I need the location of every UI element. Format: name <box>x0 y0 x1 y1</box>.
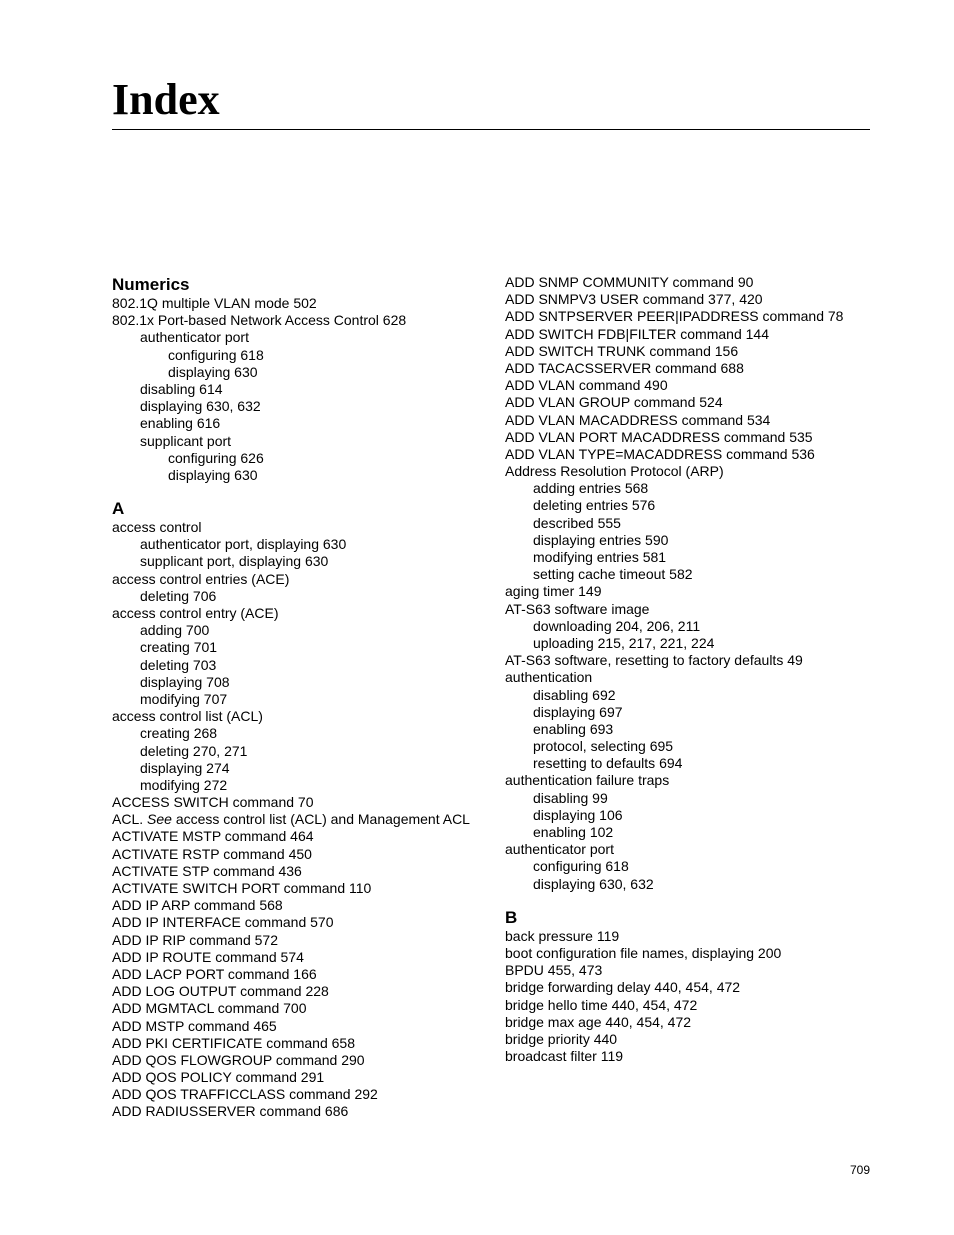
index-entry: ADD TACACSSERVER command 688 <box>505 359 744 376</box>
index-entry: modifying 707 <box>140 690 228 707</box>
index-entry: adding 700 <box>140 622 210 639</box>
index-entry: ADD IP ROUTE command 574 <box>112 948 304 965</box>
index-entry: 802.1Q multiple VLAN mode 502 <box>112 295 317 311</box>
index-entry: disabling 99 <box>533 789 608 806</box>
index-entry: broadcast filter 119 <box>505 1048 624 1065</box>
index-entry: authenticator port <box>140 329 249 346</box>
index-entry: Address Resolution Protocol (ARP) <box>505 463 724 480</box>
index-entry: creating 701 <box>140 639 218 656</box>
index-entry: authentication <box>505 669 593 686</box>
index-entry: configuring 626 <box>168 449 264 466</box>
index-entry: configuring 618 <box>533 858 629 875</box>
index-entry: enabling 693 <box>533 720 614 737</box>
index-entry: access control list (ACL) <box>112 708 263 725</box>
page-number: 709 <box>849 1163 870 1177</box>
index-entry: back pressure 119 <box>505 927 620 944</box>
index-entry: disabling 614 <box>140 380 223 397</box>
index-section <box>112 498 502 1121</box>
index-entry: adding entries 568 <box>533 480 649 497</box>
index-entry: authenticator port <box>505 841 614 858</box>
index-entry: deleting 706 <box>140 587 217 604</box>
index-entry: protocol, selecting 695 <box>533 738 674 755</box>
index-entry: bridge forwarding delay 440, 454, 472 <box>505 979 741 996</box>
index-entry: authentication failure traps <box>505 772 670 789</box>
index-entry: setting cache timeout 582 <box>533 566 693 583</box>
index-entry: ADD SWITCH FDB|FILTER command 144 <box>505 325 769 342</box>
index-entry: disabling 692 <box>533 686 616 703</box>
page-title: Index <box>112 75 220 124</box>
index-entry: access control <box>112 519 202 536</box>
index-entry: ADD QOS FLOWGROUP command 290 <box>112 1051 365 1068</box>
index-entry: resetting to defaults 694 <box>533 755 683 772</box>
index-entry-term: ACL. <box>112 811 144 828</box>
index-entry: ADD QOS POLICY command 291 <box>112 1069 325 1086</box>
index-entry: ADD VLAN PORT MACADDRESS command 535 <box>505 428 813 445</box>
index-entry: BPDU 455, 473 <box>505 962 603 979</box>
index-entry: ADD VLAN command 490 <box>505 377 668 394</box>
index-entry: configuring 618 <box>168 346 264 363</box>
index-entry: ADD VLAN TYPE=MACADDRESS command 536 <box>505 445 815 462</box>
index-entry: ADD LACP PORT command 166 <box>112 965 317 982</box>
index-entry: ADD IP RIP command 572 <box>112 931 279 948</box>
index-section <box>112 274 502 484</box>
section-heading: A <box>112 499 125 519</box>
index-entry: supplicant port <box>140 432 232 449</box>
index-entry: ADD MGMTACL command 700 <box>112 1000 307 1017</box>
index-entry: ACTIVATE SWITCH PORT command 110 <box>112 880 372 896</box>
index-column-right <box>505 274 895 1065</box>
title-rule <box>112 129 870 130</box>
index-entry: ADD SNMP COMMUNITY command 90 <box>505 274 754 290</box>
index-entry: ACTIVATE MSTP command 464 <box>112 828 314 845</box>
index-entry: ADD RADIUSSERVER command 686 <box>112 1103 349 1120</box>
index-entry: displaying 630, 632 <box>140 398 261 415</box>
index-entry: uploading 215, 217, 221, 224 <box>533 634 715 651</box>
index-entry: ADD PKI CERTIFICATE command 658 <box>112 1034 355 1051</box>
index-entry: ACCESS SWITCH command 70 <box>112 794 314 811</box>
index-entry: AT-S63 software, resetting to factory defaults 49 <box>505 652 803 669</box>
index-entry: displaying 697 <box>533 703 623 720</box>
index-entry: access control entries (ACE) <box>112 570 290 587</box>
index-entry: enabling 616 <box>140 415 221 432</box>
index-entry: displaying 274 <box>140 759 230 776</box>
index-entry: bridge hello time 440, 454, 472 <box>505 996 698 1013</box>
index-entry: bridge max age 440, 454, 472 <box>505 1013 692 1030</box>
index-entry: ADD QOS TRAFFICCLASS command 292 <box>112 1086 378 1103</box>
index-entry: displaying entries 590 <box>533 531 669 548</box>
index-entry: ADD VLAN GROUP command 524 <box>505 394 723 411</box>
see-reference: See <box>147 811 172 828</box>
index-entry: ACTIVATE RSTP command 450 <box>112 845 312 862</box>
index-section <box>505 274 895 893</box>
see-target: access control list (ACL) and Management ACL <box>171 811 470 828</box>
index-entry: enabling 102 <box>533 824 614 840</box>
index-entry: supplicant port, displaying 630 <box>140 553 329 570</box>
section-heading: B <box>505 907 518 927</box>
index-entry: downloading 204, 206, 211 <box>533 617 701 634</box>
index-entry: deleting 270, 271 <box>140 742 248 759</box>
index-entry: creating 268 <box>140 725 218 742</box>
index-entry: displaying 708 <box>140 673 230 690</box>
index-entry: authenticator port, displaying 630 <box>140 536 347 553</box>
index-entry: 802.1x Port-based Network Access Control 628 <box>112 312 407 329</box>
index-entry: ADD IP ARP command 568 <box>112 897 283 914</box>
index-entry: modifying entries 581 <box>533 549 667 565</box>
index-entry: ADD VLAN MACADDRESS command 534 <box>505 411 771 428</box>
index-entry <box>112 811 502 828</box>
index-entry: bridge priority 440 <box>505 1030 618 1047</box>
section-heading: Numerics <box>112 275 190 294</box>
index-entry: displaying 630 <box>168 363 258 380</box>
index-entry: displaying 106 <box>533 806 623 823</box>
index-entry: boot configuration file names, displaying 200 <box>505 944 782 961</box>
index-entry: displaying 630, 632 <box>533 875 654 892</box>
index-entry: access control entry (ACE) <box>112 605 279 621</box>
index-section <box>505 907 895 1066</box>
index-entry: ACTIVATE STP command 436 <box>112 862 302 879</box>
index-entry: aging timer 149 <box>505 583 602 600</box>
index-entry: ADD LOG OUTPUT command 228 <box>112 983 329 1000</box>
index-column-left <box>112 274 502 1121</box>
index-entry: deleting 703 <box>140 656 217 673</box>
index-entry: ADD IP INTERFACE command 570 <box>112 914 334 931</box>
index-entry: described 555 <box>533 514 621 531</box>
index-entry: modifying 272 <box>140 776 228 793</box>
index-entry: AT-S63 software image <box>505 600 650 617</box>
index-entry: deleting entries 576 <box>533 497 656 514</box>
index-entry: ADD SNMPV3 USER command 377, 420 <box>505 291 763 308</box>
index-entry: displaying 630 <box>168 466 258 483</box>
index-entry: ADD SNTPSERVER PEER|IPADDRESS command 78 <box>505 308 844 325</box>
index-entry: ADD MSTP command 465 <box>112 1017 277 1034</box>
index-entry: ADD SWITCH TRUNK command 156 <box>505 342 739 359</box>
